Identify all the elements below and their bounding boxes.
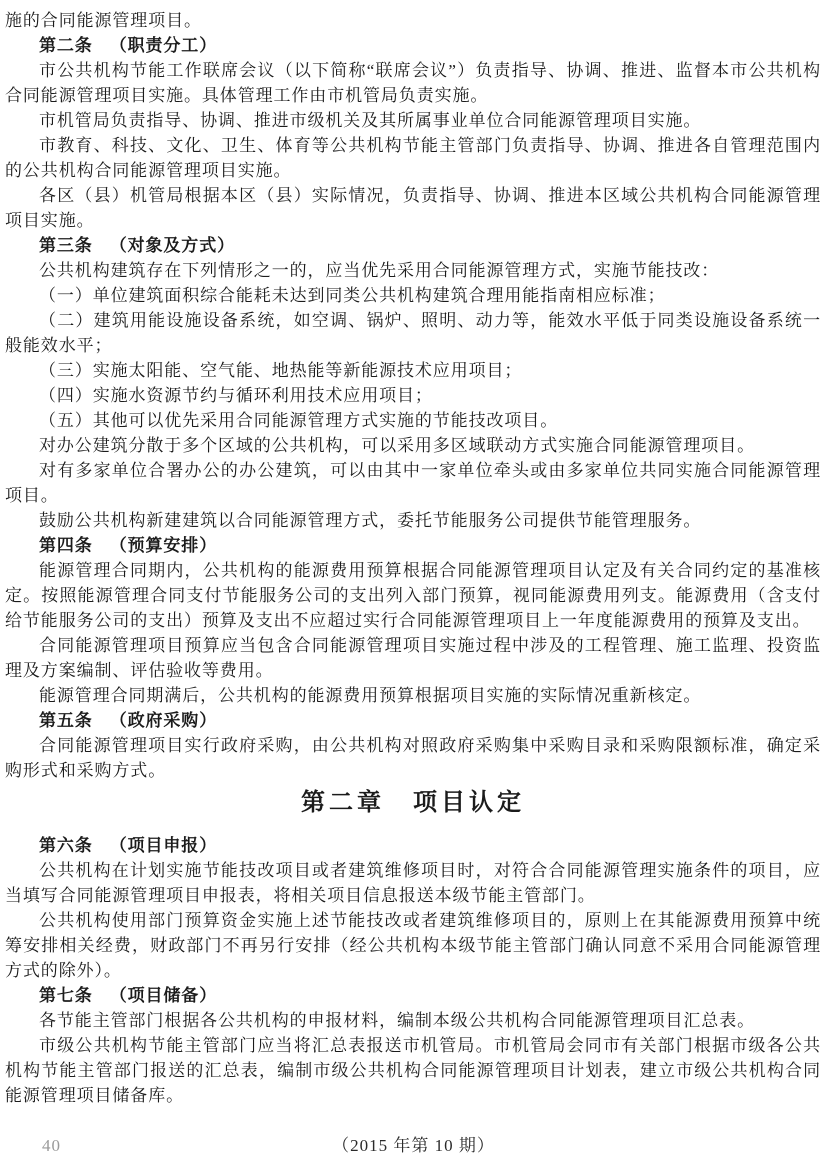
paragraph: 各区（县）机管局根据本区（县）实际情况，负责指导、协调、推进本区域公共机构合同能源管理项目实施。	[5, 186, 821, 230]
paragraph: （一）单位建筑面积综合能耗未达到同类公共机构建筑合理用能指南相应标准；	[39, 286, 666, 305]
article-title: （预算安排）	[109, 536, 218, 555]
article-number: 第四条	[39, 536, 93, 555]
paragraph: （五）其他可以优先采用合同能源管理方式实施的节能技改项目。	[39, 411, 559, 430]
paragraph: 各节能主管部门根据各公共机构的申报材料，编制本级公共机构合同能源管理项目汇总表。	[39, 1011, 755, 1030]
chapter-heading: 第二章 项目认定	[301, 790, 525, 816]
article-title: （政府采购）	[109, 711, 218, 730]
article-number: 第三条	[39, 236, 93, 255]
article-heading	[5, 533, 821, 558]
paragraph: 对办公建筑分散于多个区域的公共机构，可以采用多区域联动方式实施合同能源管理项目。	[39, 436, 755, 455]
paragraph: 合同能源管理项目预算应当包含合同能源管理项目实施过程中涉及的工程管理、施工监理、投资监理及方案编制、评估验收等费用。	[5, 636, 821, 680]
issue-label: （2015 年第 10 期）	[332, 1136, 495, 1155]
paragraph: 合同能源管理项目实行政府采购，由公共机构对照政府采购集中采购目录和采购限额标准，确定采购形式和采购方式。	[5, 736, 821, 780]
article-number: 第六条	[39, 836, 93, 855]
page-footer	[0, 1133, 827, 1158]
paragraph: 对有多家单位合署办公的办公建筑，可以由其中一家单位牵头或由多家单位共同实施合同能源管理项目。	[5, 461, 821, 505]
paragraph: 能源管理合同期内，公共机构的能源费用预算根据合同能源管理项目认定及有关合同约定的基准核定。按照能源管理合同支付节能服务公司的支出列入部门预算，视同能源费用列支。能源费用（含支付给节能服务公司的支出）预算及支出不应超过实行合同能源管理项目上一年度能源费用的预算及支出。	[5, 561, 821, 630]
article-number: 第二条	[39, 36, 93, 55]
paragraph: 能源管理合同期满后，公共机构的能源费用预算根据项目实施的实际情况重新核定。	[39, 686, 702, 705]
article-heading	[5, 708, 821, 733]
article-title: （项目储备）	[109, 986, 218, 1005]
paragraph: 公共机构使用部门预算资金实施上述节能技改或者建筑维修项目的，原则上在其能源费用预算中统筹安排相关经费，财政部门不再另行安排（经公共机构本级节能主管部门确认同意不采用合同能源管理方式的除外）。	[5, 911, 821, 980]
article-heading	[5, 33, 821, 58]
article-title: （职责分工）	[109, 36, 218, 55]
article-heading	[5, 233, 821, 258]
article-number: 第七条	[39, 986, 93, 1005]
paragraph: 市公共机构节能工作联席会议（以下简称“联席会议”）负责指导、协调、推进、监督本市公共机构合同能源管理项目实施。具体管理工作由市机管局负责实施。	[5, 61, 821, 105]
article-title: （项目申报）	[109, 836, 218, 855]
paragraph: 公共机构在计划实施节能技改项目或者建筑维修项目时，对符合合同能源管理实施条件的项目，应当填写合同能源管理项目申报表，将相关项目信息报送本级节能主管部门。	[5, 861, 821, 905]
paragraph: 公共机构建筑存在下列情形之一的，应当优先采用合同能源管理方式，实施节能技改：	[39, 261, 720, 280]
article-heading	[5, 833, 821, 858]
paragraph: 市级公共机构节能主管部门应当将汇总表报送市机管局。市机管局会同市有关部门根据市级各公共机构节能主管部门报送的汇总表，编制市级公共机构合同能源管理项目计划表，建立市级公共机构合同能源管理项目储备库。	[5, 1036, 821, 1105]
article-title: （对象及方式）	[109, 236, 236, 255]
article-number: 第五条	[39, 711, 93, 730]
paragraph: 市教育、科技、文化、卫生、体育等公共机构节能主管部门负责指导、协调、推进各自管理范围内的公共机构合同能源管理项目实施。	[5, 136, 821, 180]
continuation-paragraph: 施的合同能源管理项目。	[5, 11, 202, 30]
paragraph: 市机管局负责指导、协调、推进市级机关及其所属事业单位合同能源管理项目实施。	[39, 111, 702, 130]
article-heading	[5, 983, 821, 1008]
paragraph: （三）实施太阳能、空气能、地热能等新能源技术应用项目；	[39, 361, 523, 380]
paragraph: （四）实施水资源节约与循环利用技术应用项目；	[39, 386, 433, 405]
paragraph: 鼓励公共机构新建建筑以合同能源管理方式，委托节能服务公司提供节能管理服务。	[39, 511, 702, 530]
paragraph: （二）建筑用能设施设备系统，如空调、锅炉、照明、动力等，能效水平低于同类设施设备系统一般能效水平；	[5, 311, 821, 355]
page-number: 40	[42, 1136, 61, 1155]
